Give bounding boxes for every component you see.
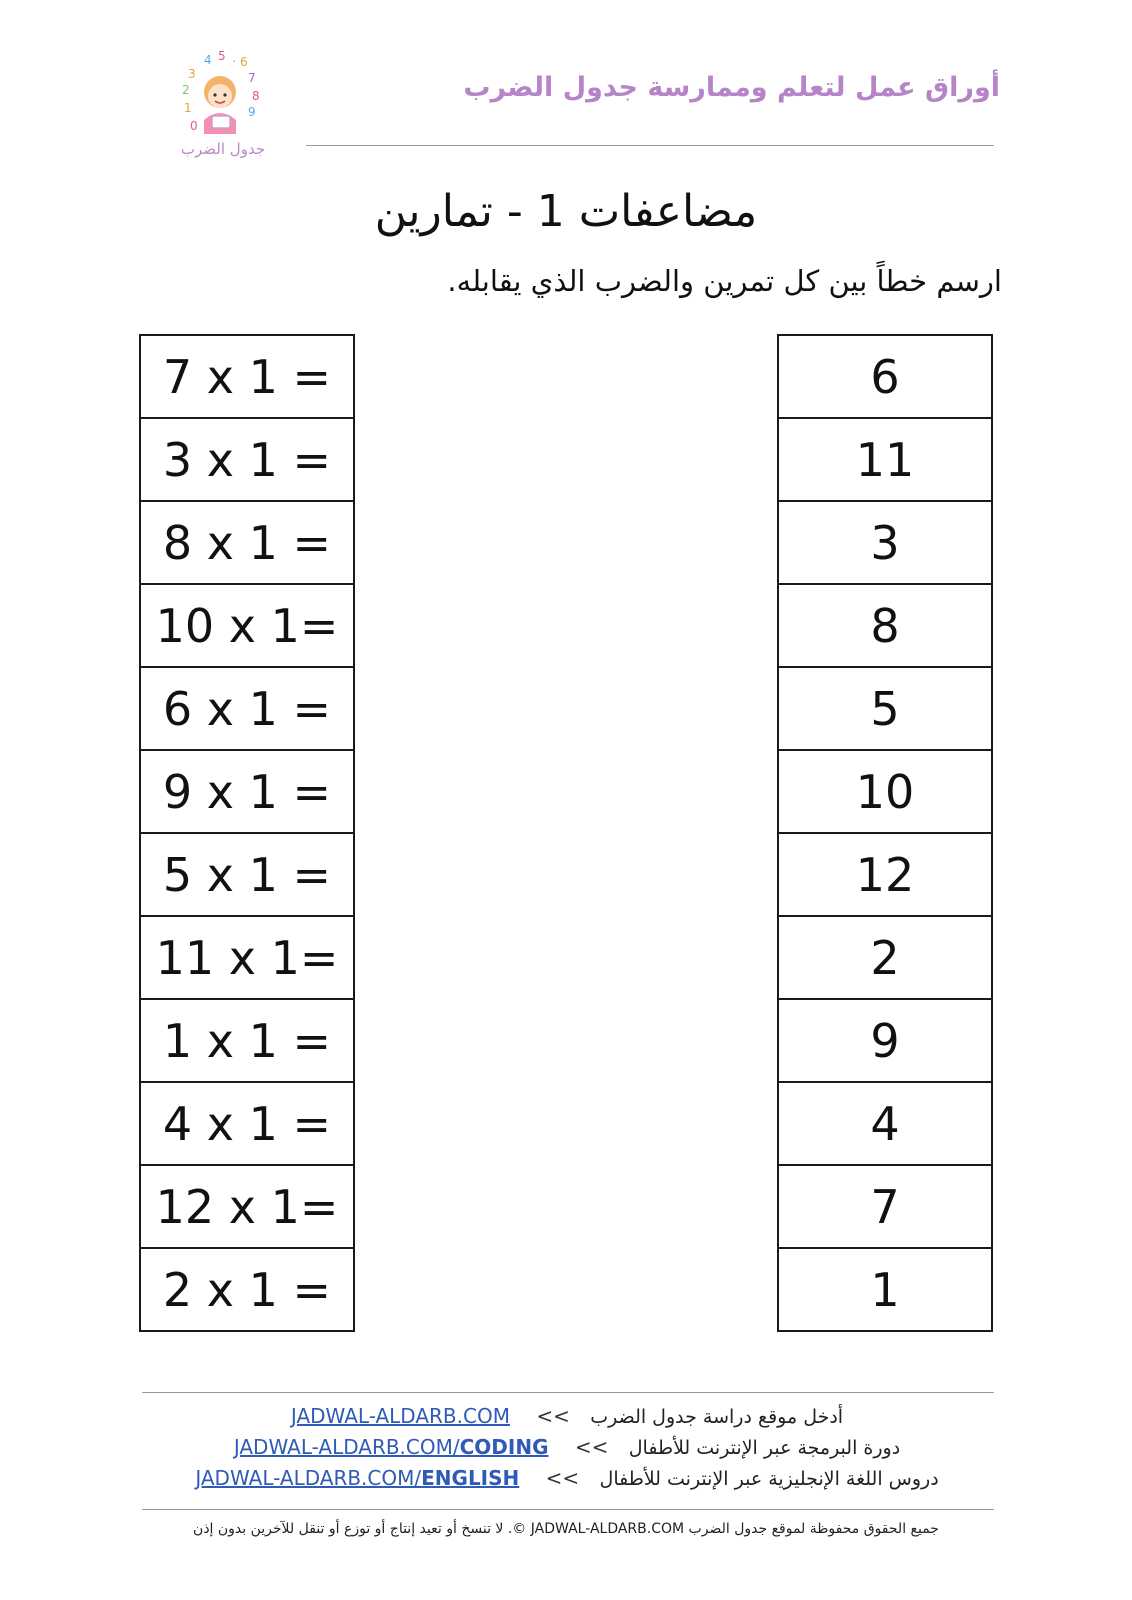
equation-cell: 12 x 1= bbox=[140, 1165, 354, 1248]
footer-divider-top bbox=[142, 1392, 994, 1393]
table-row bbox=[140, 335, 992, 418]
equation-cell: 10 x 1= bbox=[140, 584, 354, 667]
svg-text:9: 9 bbox=[248, 105, 256, 119]
home-link-description: أدخل موقع دراسة جدول الضرب bbox=[590, 1406, 844, 1428]
equation-cell: 3 x 1 = bbox=[140, 418, 354, 501]
answer-cell: 11 bbox=[778, 418, 992, 501]
svg-text:4: 4 bbox=[204, 53, 212, 67]
answer-cell: 1 bbox=[778, 1248, 992, 1331]
equation-cell: 8 x 1 = bbox=[140, 501, 354, 584]
home-link[interactable]: JADWAL-ALDARB.COM bbox=[290, 1404, 510, 1428]
footer-link-line-coding bbox=[150, 1435, 984, 1459]
drawing-area[interactable] bbox=[354, 335, 778, 1331]
equation-cell: 6 x 1 = bbox=[140, 667, 354, 750]
svg-text:5: 5 bbox=[218, 50, 226, 63]
answer-cell: 2 bbox=[778, 916, 992, 999]
coding-link[interactable]: JADWAL-ALDARB.COM/CODING bbox=[233, 1435, 549, 1459]
equation-cell: 9 x 1 = bbox=[140, 750, 354, 833]
equation-cell: 7 x 1 = bbox=[140, 335, 354, 418]
svg-text:0: 0 bbox=[190, 119, 198, 133]
footer-link-line-home bbox=[150, 1404, 984, 1428]
arrows-text: << bbox=[536, 1404, 570, 1428]
matching-table bbox=[139, 334, 993, 1332]
answer-cell: 9 bbox=[778, 999, 992, 1082]
child-mascot-icon bbox=[168, 50, 278, 140]
english-link[interactable]: JADWAL-ALDARB.COM/ENGLISH bbox=[195, 1466, 520, 1490]
svg-text:1: 1 bbox=[184, 101, 192, 115]
svg-text:8: 8 bbox=[252, 89, 260, 103]
equation-cell: 11 x 1= bbox=[140, 916, 354, 999]
svg-text:.: . bbox=[232, 51, 236, 65]
coding-link-description: دورة البرمجة عبر الإنترنت للأطفال bbox=[628, 1437, 901, 1459]
answer-cell: 6 bbox=[778, 335, 992, 418]
english-link-description: دروس اللغة الإنجليزية عبر الإنترنت للأطفال bbox=[599, 1468, 939, 1490]
equation-cell: 2 x 1 = bbox=[140, 1248, 354, 1331]
answer-cell: 10 bbox=[778, 750, 992, 833]
logo-caption: جدول الضرب bbox=[180, 140, 266, 158]
page-title: مضاعفات 1 - تمارين bbox=[374, 186, 758, 237]
equation-cell: 4 x 1 = bbox=[140, 1082, 354, 1165]
svg-text:3: 3 bbox=[188, 67, 196, 81]
answer-cell: 12 bbox=[778, 833, 992, 916]
site-logo bbox=[168, 50, 278, 170]
site-title: أوراق عمل لتعلم وممارسة جدول الضرب bbox=[463, 72, 1000, 103]
equation-cell: 5 x 1 = bbox=[140, 833, 354, 916]
footer-link-line-english bbox=[150, 1466, 984, 1490]
instruction-text: ارسم خطاً بين كل تمرين والضرب الذي يقابله. bbox=[447, 264, 1002, 298]
equation-cell: 1 x 1 = bbox=[140, 999, 354, 1082]
svg-text:2: 2 bbox=[182, 83, 190, 97]
header-divider bbox=[306, 145, 994, 146]
arrows-text: << bbox=[545, 1466, 580, 1490]
matching-table-body bbox=[140, 335, 992, 1331]
copyright-notice: جميع الحقوق محفوظة لموقع جدول الضرب JADWAL-ALDARB.COM ©. لا تنسخ أو تعيد إنتاج أو توزع أو تنقل للآخرين بدون إذن bbox=[193, 1521, 939, 1537]
footer-divider-bottom bbox=[142, 1509, 994, 1510]
svg-text:7: 7 bbox=[248, 71, 256, 85]
arrows-text: << bbox=[574, 1435, 609, 1459]
svg-text:6: 6 bbox=[240, 55, 248, 69]
answer-cell: 4 bbox=[778, 1082, 992, 1165]
answer-cell: 7 bbox=[778, 1165, 992, 1248]
answer-cell: 5 bbox=[778, 667, 992, 750]
answer-cell: 3 bbox=[778, 501, 992, 584]
answer-cell: 8 bbox=[778, 584, 992, 667]
